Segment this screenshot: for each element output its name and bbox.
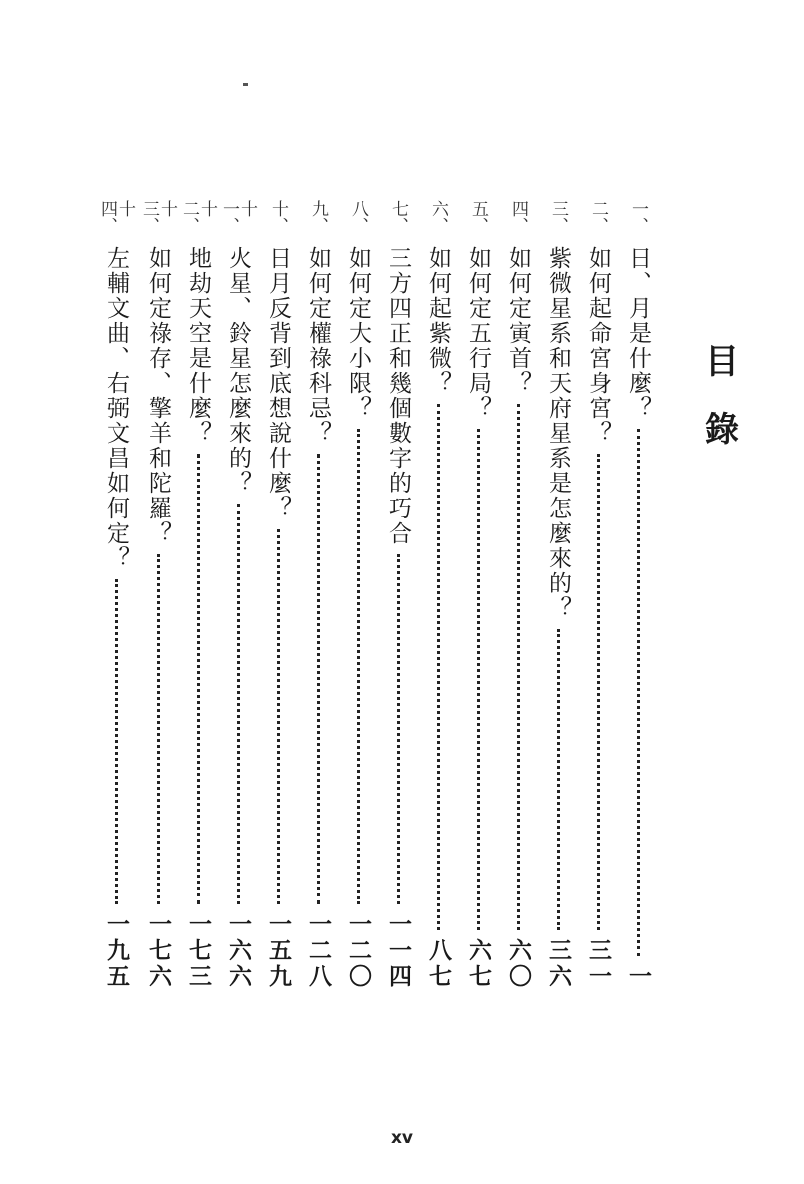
entry-page: 一九五 (103, 912, 130, 990)
entry-title: 日月反背到底想說什麼？ (265, 246, 291, 521)
entry-title: 紫微星系和天府星系是怎麼來的？ (545, 246, 571, 621)
dot-leader (397, 554, 400, 904)
dot-leader (237, 504, 240, 904)
toc-entry-1 (622, 200, 654, 990)
entry-title: 如何起命宮身宮？ (585, 246, 611, 446)
entry-title: 如何定大小限？ (345, 246, 371, 421)
entry-number: 十、 (268, 200, 288, 234)
dot-leader (357, 429, 360, 904)
title-char-2: 錄 (705, 410, 739, 450)
entry-number: 五、 (468, 200, 488, 234)
entry-title: 左輔文曲、右弼文昌如何定？ (103, 246, 129, 571)
toc-entry-10 (262, 200, 294, 990)
entry-page: 一一四 (385, 912, 412, 990)
page-title (696, 342, 748, 450)
entry-title: 日、月是什麼？ (625, 246, 651, 421)
entry-title: 如何定祿存、擎羊和陀羅？ (145, 246, 171, 546)
dot-leader (277, 529, 280, 904)
toc-entry-12 (179, 200, 217, 990)
entry-page: 三六 (545, 938, 572, 990)
dot-leader (517, 404, 520, 930)
entry-page: 一五九 (265, 912, 292, 990)
dot-leader (317, 454, 320, 904)
entry-page: 一七六 (145, 912, 172, 990)
entry-number: 十二、 (179, 200, 217, 234)
entry-number: 一、 (628, 200, 648, 234)
entry-number: 二、 (588, 200, 608, 234)
entry-page: 八七 (425, 938, 452, 990)
entry-page: 一七三 (185, 912, 212, 990)
dot-leader (557, 629, 560, 930)
entry-title: 如何定五行局？ (465, 246, 491, 421)
entry-number: 十三、 (139, 200, 177, 234)
toc-entry-2 (582, 200, 614, 990)
entry-number: 十四、 (97, 200, 135, 234)
entry-number: 六、 (428, 200, 448, 234)
toc-entry-3 (542, 200, 574, 990)
entry-number: 九、 (308, 200, 328, 234)
entry-number: 十一、 (219, 200, 257, 234)
entry-page: 一六六 (225, 912, 252, 990)
toc-entry-13 (139, 200, 177, 990)
toc-entry-8 (342, 200, 374, 990)
entry-page: 六〇 (505, 938, 532, 990)
toc-entry-5 (462, 200, 494, 990)
entry-title: 火星、鈴星怎麼來的？ (225, 246, 251, 496)
entry-page: 一二〇 (345, 912, 372, 990)
entry-number: 七、 (388, 200, 408, 234)
entry-number: 八、 (348, 200, 368, 234)
toc-entry-9 (302, 200, 334, 990)
entry-title: 如何起紫微？ (425, 246, 451, 396)
toc-entry-6 (422, 200, 454, 990)
title-char-1: 目 (705, 342, 739, 382)
dot-leader (597, 454, 600, 930)
entry-number: 三、 (548, 200, 568, 234)
entry-title: 三方四正和幾個數字的巧合 (385, 246, 411, 546)
toc-entry-4 (502, 200, 534, 990)
dot-leader (437, 404, 440, 930)
toc-entry-14 (97, 200, 135, 990)
entry-title: 如何定權祿科忌？ (305, 246, 331, 446)
entry-page: 三一 (585, 938, 612, 990)
dot-leader (197, 454, 200, 904)
entry-number: 四、 (508, 200, 528, 234)
entry-page: 六七 (465, 938, 492, 990)
dot-leader (115, 579, 118, 904)
toc-entry-7 (382, 200, 414, 990)
dot-leader (477, 429, 480, 930)
dot-leader (637, 429, 640, 956)
page-folio: xv (390, 1128, 414, 1148)
entry-page: 一 (625, 964, 652, 990)
dot-leader (157, 554, 160, 904)
toc-entry-11 (219, 200, 257, 990)
entry-title: 地劫天空是什麼？ (185, 246, 211, 446)
entry-title: 如何定寅首？ (505, 246, 531, 396)
entry-page: 一二八 (305, 912, 332, 990)
print-speck (243, 83, 248, 86)
